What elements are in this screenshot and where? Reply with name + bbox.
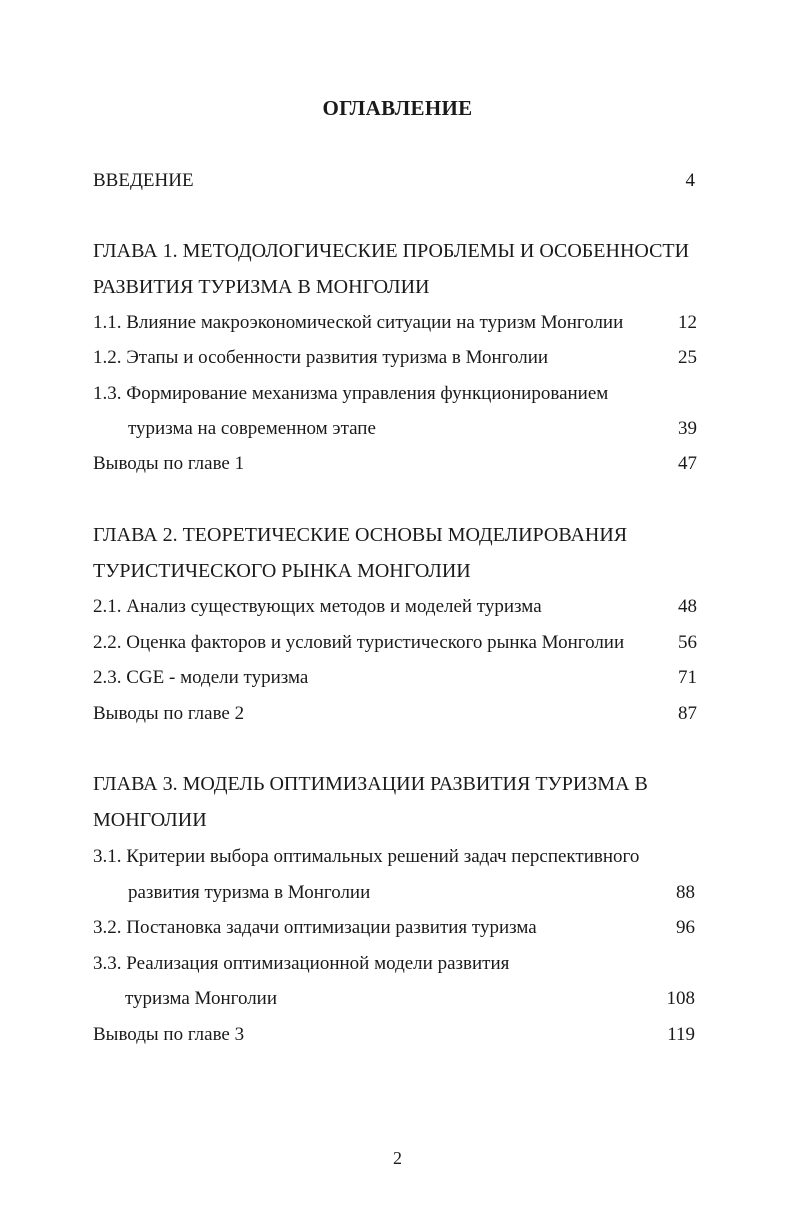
toc-page-1-3: 39 bbox=[678, 418, 697, 439]
toc-page-introduction: 4 bbox=[685, 170, 695, 191]
toc-entry-2-3[interactable]: 2.3. CGE - модели туризма bbox=[93, 667, 309, 688]
toc-entry-conclusions-3[interactable]: Выводы по главе 3 bbox=[93, 1024, 245, 1045]
toc-entry-2-1[interactable]: 2.1. Анализ существующих методов и моделей туризма bbox=[93, 596, 542, 617]
chapter-2-heading-line-2[interactable]: ТУРИСТИЧЕСКОГО РЫНКА МОНГОЛИИ bbox=[93, 560, 471, 582]
toc-page-2-3: 71 bbox=[678, 667, 697, 688]
toc-page-3-1: 88 bbox=[676, 882, 695, 903]
toc-page-2-1: 48 bbox=[678, 596, 697, 617]
toc-entry-introduction[interactable]: ВВЕДЕНИЕ bbox=[93, 170, 194, 191]
chapter-1-heading-line-1[interactable]: ГЛАВА 1. МЕТОДОЛОГИЧЕСКИЕ ПРОБЛЕМЫ И ОСОБЕННОСТИ bbox=[93, 240, 690, 262]
toc-page-2-2: 56 bbox=[678, 632, 697, 653]
page-title: ОГЛАВЛЕНИЕ bbox=[322, 96, 473, 120]
toc-page-conclusions-3: 119 bbox=[667, 1024, 695, 1045]
page-number: 2 bbox=[393, 1148, 402, 1168]
toc-page-conclusions-2: 87 bbox=[678, 703, 697, 724]
toc-entry-1-3-line-1[interactable]: 1.3. Формирование механизма управления функционированием bbox=[93, 383, 609, 404]
chapter-1-heading-line-2[interactable]: РАЗВИТИЯ ТУРИЗМА В МОНГОЛИИ bbox=[93, 276, 430, 298]
toc-entry-3-1-line-1[interactable]: 3.1. Критерии выбора оптимальных решений задач перспективного bbox=[93, 846, 640, 867]
toc-entry-3-3-line-1[interactable]: 3.3. Реализация оптимизационной модели развития bbox=[93, 953, 510, 974]
toc-entry-3-3-line-2[interactable]: туризма Монголии bbox=[125, 988, 278, 1009]
toc-entry-conclusions-2[interactable]: Выводы по главе 2 bbox=[93, 703, 245, 724]
toc-page-1-1: 12 bbox=[678, 312, 697, 333]
toc-entry-2-2[interactable]: 2.2. Оценка факторов и условий туристического рынка Монголии bbox=[93, 632, 625, 653]
toc-entry-3-2[interactable]: 3.2. Постановка задачи оптимизации развития туризма bbox=[93, 917, 537, 938]
chapter-3-heading-line-1[interactable]: ГЛАВА 3. МОДЕЛЬ ОПТИМИЗАЦИИ РАЗВИТИЯ ТУРИЗМА В bbox=[93, 773, 648, 795]
toc-page-3-3: 108 bbox=[666, 988, 695, 1009]
toc-entry-1-1[interactable]: 1.1. Влияние макроэкономической ситуации на туризм Монголии bbox=[93, 312, 624, 333]
chapter-2-heading-line-1[interactable]: ГЛАВА 2. ТЕОРЕТИЧЕСКИЕ ОСНОВЫ МОДЕЛИРОВАНИЯ bbox=[93, 524, 628, 546]
chapter-3-heading-line-2[interactable]: МОНГОЛИИ bbox=[93, 809, 207, 831]
toc-entry-3-1-line-2[interactable]: развития туризма в Монголии bbox=[128, 882, 371, 903]
toc-page-3-2: 96 bbox=[676, 917, 695, 938]
toc-entry-1-3-line-2[interactable]: туризма на современном этапе bbox=[128, 418, 376, 439]
toc-entry-1-2[interactable]: 1.2. Этапы и особенности развития туризма в Монголии bbox=[93, 347, 549, 368]
toc-page-conclusions-1: 47 bbox=[678, 453, 697, 474]
toc-page-1-2: 25 bbox=[678, 347, 697, 368]
toc-entry-conclusions-1[interactable]: Выводы по главе 1 bbox=[93, 453, 245, 474]
